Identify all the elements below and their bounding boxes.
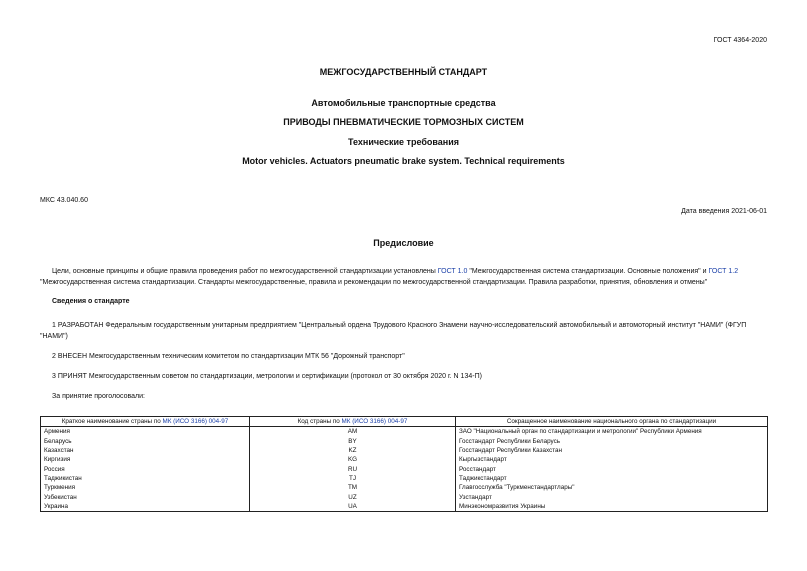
country-cell: Узбекистан (41, 492, 250, 501)
foreword-text-part: Цели, основные принципы и общие правила проведения работ по межгосударственной стандартизации установлены (52, 268, 438, 275)
standards-body-cell: Росстандарт (456, 464, 768, 473)
item-introduced: 2 ВНЕСЕН Межгосударственным техническим комитетом по стандартизации МТК 56 "Дорожный транспорт" (52, 353, 405, 360)
table-row (41, 502, 768, 512)
standards-body-cell: Узстандарт (456, 492, 768, 501)
countries-table (40, 416, 768, 512)
standards-body-cell: Таджикстандарт (456, 474, 768, 483)
code-cell: UZ (250, 492, 456, 501)
foreword-heading: Предисловие (373, 238, 434, 248)
code-cell: TJ (250, 474, 456, 483)
table-body (41, 427, 768, 512)
gost-1-2-link[interactable]: ГОСТ 1.2 (708, 268, 739, 275)
mk-iso-3166-link[interactable]: МК (ИСО 3166) 004-97 (162, 418, 229, 426)
table-row (41, 455, 768, 464)
col-code-header (250, 417, 456, 427)
code-cell: BY (250, 437, 456, 446)
item-developed: 1 РАЗРАБОТАН Федеральным государственным унитарным предприятием "Центральный ордена Трудового Красного Знамени научно-исследовательский автомобильный и автомоторный институт "НАМИ" (ФГУП "НАМИ") (40, 322, 747, 340)
table-header-row (41, 417, 768, 427)
country-cell: Украина (41, 502, 250, 512)
header-text: Краткое наименование страны по (61, 418, 163, 426)
standards-body-cell: ЗАО "Национальный орган по стандартизации и метрологии" Республики Армения (456, 427, 768, 437)
header-text: Код страны по (297, 418, 342, 426)
mk-iso-3166-link[interactable]: МК (ИСО 3166) 004-97 (341, 418, 408, 426)
table-row (41, 483, 768, 492)
standards-body-cell: Кыргызстандарт (456, 455, 768, 464)
mks-code: МКС 43.040.60 (40, 197, 88, 204)
table-row (41, 437, 768, 446)
code-cell: KZ (250, 446, 456, 455)
voted-label: За принятие проголосовали: (52, 393, 145, 400)
table-row (41, 427, 768, 437)
standards-body-cell: Госстандарт Республики Казахстан (456, 446, 768, 455)
foreword-paragraph (40, 266, 767, 288)
document-title: ПРИВОДЫ ПНЕВМАТИЧЕСКИЕ ТОРМОЗНЫХ СИСТЕМ (283, 117, 524, 127)
code-cell: AM (250, 427, 456, 437)
document-title-en: Motor vehicles. Actuators pneumatic brake system. Technical requirements (242, 156, 565, 166)
country-cell: Россия (41, 464, 250, 473)
standards-body-cell: Госстандарт Республики Беларусь (456, 437, 768, 446)
foreword-text-part: "Межгосударственная система стандартизации. Основные положения" и (467, 268, 709, 275)
country-cell: Казахстан (41, 446, 250, 455)
code-cell: RU (250, 464, 456, 473)
country-cell: Беларусь (41, 437, 250, 446)
col-country-header (41, 417, 250, 427)
foreword-text-part: "Межгосударственная система стандартизации. Стандарты межгосударственные, правила и рекомендации по межгосударственной стандартизации. Правила разработки, принятия, обновления и отмены" (40, 279, 708, 286)
code-cell: TM (250, 483, 456, 492)
col-body-header: Сокращенное наименование национального органа по стандартизации (456, 417, 768, 427)
item-adopted: 3 ПРИНЯТ Межгосударственным советом по стандартизации, метрологии и сертификации (протокол от 30 октября 2020 г. N 134-П) (52, 373, 482, 380)
standard-type: МЕЖГОСУДАРСТВЕННЫЙ СТАНДАРТ (319, 67, 488, 77)
standards-body-cell: Минэкономразвития Украины (456, 502, 768, 512)
country-cell: Киргизия (41, 455, 250, 464)
code-cell: UA (250, 502, 456, 512)
standards-body-cell: Главгосслужба "Туркменстандартлары" (456, 483, 768, 492)
gost-1-0-link[interactable]: ГОСТ 1.0 (437, 268, 468, 275)
country-cell: Армения (41, 427, 250, 437)
gost-number: ГОСТ 4364-2020 (713, 37, 767, 44)
country-cell: Таджикистан (41, 474, 250, 483)
document-subtitle: Технические требования (347, 137, 460, 147)
table-row (41, 446, 768, 455)
table-row (41, 492, 768, 501)
code-cell: KG (250, 455, 456, 464)
table-row (41, 464, 768, 473)
table-row (41, 474, 768, 483)
document-subject: Автомобильные транспортные средства (311, 98, 496, 108)
standard-info-heading: Сведения о стандарте (52, 298, 130, 305)
intro-date: Дата введения 2021-06-01 (681, 208, 767, 215)
country-cell: Туркмения (41, 483, 250, 492)
